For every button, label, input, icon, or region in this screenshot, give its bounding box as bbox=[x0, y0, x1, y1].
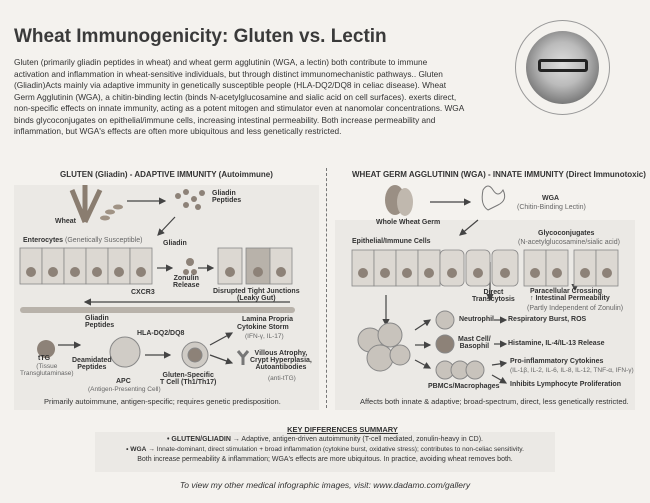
mast-cell-label: Mast Cell/ Basophil bbox=[458, 336, 491, 350]
tight-junctions-label: Disrupted Tight Junctions (Leaky Gut) bbox=[213, 288, 300, 302]
wga-label: WGA bbox=[542, 195, 560, 202]
hla-label: HLA-DQ2/DQ8 bbox=[137, 330, 185, 337]
summary-gluten-label: • GLUTEN/GLIADIN bbox=[166, 436, 231, 443]
villous-label: Villous Atrophy, Crypt Hyperplasia, Autoantibodies bbox=[250, 350, 312, 371]
deamidated-label: Deamidated Peptides bbox=[72, 357, 112, 371]
wheat-germ-icon bbox=[385, 185, 413, 216]
epithelial-label: Epithelial/Immune Cells bbox=[352, 238, 431, 245]
neutrophil-label: Neutrophil bbox=[459, 316, 494, 323]
gluten-footer: Primarily autoimmune, antigen-specific; requires genetic predisposition. bbox=[44, 397, 281, 406]
inhibits-label: Inhibits Lymphocyte Proliferation bbox=[510, 381, 621, 388]
cytokine-sub: (IFN-γ, IL-17) bbox=[245, 333, 284, 340]
intro-paragraph: Gluten (primarily gliadin peptides in wheat) and wheat germ agglutinin (WGA, a lectin) both contribute to immune activation and inflammation in wheat-sensitive individuals, but through distinct immunomechanistic pathways.. Gluten (Gliadin)Acts mainly via adaptive immunity in genetically susceptible people (HLA-DQ2/DQ8 in celiac disease). Wheat Germ Agglutinin (WGA), a chitin-binding lectin (binds N-acetylglucosamine and sialic acid on cell surfaces). exerts direct, non-specific effects on innate immunity, acting as a potent mitogen and stimulator even at nanomolar concentrations. WGA binds glycoconjugates on epithelial/immune cells, increasing intestinal permeability. Both increase permeability and inflammation, but WGA's effects are often more ubiquitous and less genetically restricted. bbox=[14, 57, 464, 136]
proinflam-sub: (IL-1β, IL-2, IL-6, IL-8, IL-12, TNF-α, IFN-γ) bbox=[510, 367, 634, 374]
tcell-label: Gluten-Specific T Cell (Th1/Th17) bbox=[160, 372, 217, 386]
apc-cell bbox=[110, 337, 208, 368]
histamine-label: Histamine, IL-4/IL-13 Release bbox=[508, 340, 605, 347]
cytokine-storm-label: Cytokine Storm bbox=[237, 324, 289, 331]
wga-footer: Affects both innate & adaptive; broad-spectrum, direct, less genetically restricted. bbox=[360, 397, 629, 406]
enterocyte-cells bbox=[20, 248, 618, 286]
summary-wga-label: • WGA bbox=[126, 446, 147, 453]
gluten-heading: GLUTEN (Gliadin) - ADAPTIVE IMMUNITY (Autoimmune) bbox=[60, 170, 273, 179]
gliadin-label: Gliadin bbox=[163, 240, 187, 247]
summary-both: Both increase permeability & inflammation; WGA's effects are more ubiquitous. In practice, avoiding wheat removes both. bbox=[137, 456, 513, 463]
summary-heading: KEY DIFFERENCES SUMMARY bbox=[287, 425, 398, 434]
wga-sub: (Chitin-Binding Lectin) bbox=[517, 204, 586, 211]
proinflam-label: Pro-inflammatory Cytokines bbox=[510, 358, 604, 365]
gallery-link[interactable]: To view my other medical infographic images, visit: www.dadamo.com/gallery bbox=[179, 480, 471, 490]
summary-gluten-text: → Adaptive, antigen-driven autoimmunity (T-cell mediated, zonulin-heavy in CD). bbox=[230, 436, 484, 443]
villous-sub: (anti-tTG) bbox=[268, 375, 296, 382]
ttg-sub: (Tissue Transglutaminase) bbox=[20, 363, 74, 377]
paracellular-label: Paracellular Crossing ↑ Intestinal Permeability bbox=[530, 288, 610, 302]
glyco-sub: (N-acetylglucosamine/sialic acid) bbox=[518, 239, 620, 246]
pbmc-label: PBMCs/Macrophages bbox=[428, 383, 500, 390]
wga-lectin-icon bbox=[482, 186, 504, 210]
antibody-icon bbox=[238, 351, 248, 365]
paracellular-sub: (Partly Independent of Zonulin) bbox=[527, 305, 624, 312]
wheat-icon bbox=[72, 185, 123, 222]
summary-gluten bbox=[0, 436, 650, 443]
cxcr3-label: CXCR3 bbox=[131, 289, 155, 296]
wga-heading: WHEAT GERM AGGLUTININ (WGA) - INNATE IMMUNITY (Direct Immunotoxic) bbox=[352, 170, 646, 179]
enterocytes-sub: (Genetically Susceptible) bbox=[65, 237, 143, 244]
peptide-chains bbox=[175, 189, 205, 210]
gliadin-peptides-label: Gliadin Peptides bbox=[212, 190, 242, 204]
summary-wga bbox=[0, 446, 650, 453]
gliadin-peptides2-label: Gliadin Peptides bbox=[85, 315, 115, 329]
ros-label: Respiratory Burst, ROS bbox=[508, 316, 587, 323]
enterocytes-title: Enterocytes bbox=[23, 237, 64, 244]
summary-wga-text: → Innate-dominant, direct stimulation + broad inflammation (cytokine burst, oxidative stress); contributes to non-celiac sensitivity. bbox=[146, 446, 524, 453]
glyco-label: Glycoconjugates bbox=[538, 230, 595, 237]
transcytosis-label: Direct Transcytosis bbox=[472, 289, 515, 303]
ttg-label: tTG bbox=[38, 355, 51, 362]
apc-label: APC bbox=[116, 378, 131, 385]
page-title: Wheat Immunogenicity: Gluten vs. Lectin bbox=[14, 26, 387, 47]
zonulin-label: Zonulin Release bbox=[173, 275, 200, 289]
germ-label: Whole Wheat Germ bbox=[376, 219, 441, 226]
apc-sub: (Antigen-Presenting Cell) bbox=[88, 386, 161, 393]
lamina-propria-label: Lamina Propria bbox=[242, 316, 293, 323]
lamina-membrane bbox=[20, 307, 295, 313]
enterocytes-label bbox=[23, 237, 142, 244]
wheat-label: Wheat bbox=[55, 218, 76, 225]
